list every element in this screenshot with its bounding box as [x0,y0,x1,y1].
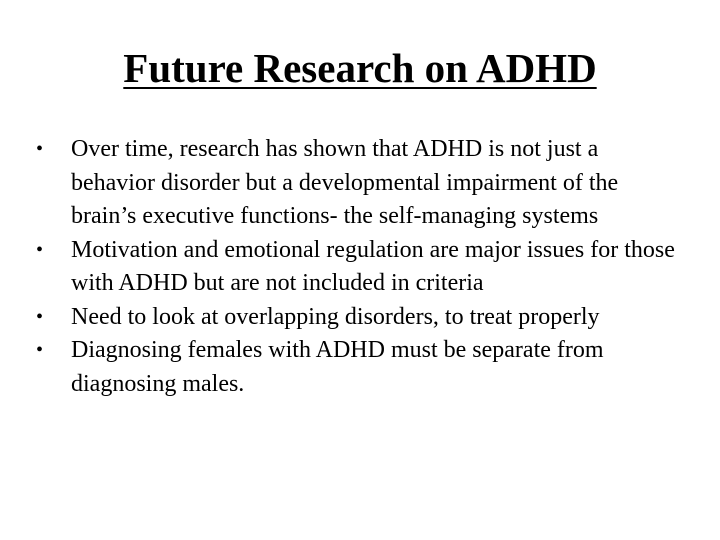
slide-title [0,42,720,94]
bullet-text: Over time, research has shown that ADHD is not just a behavior disorder but a developmental impairment of the brain’s executive functions- the self-managing systems [71,136,619,229]
bullet-item [36,234,686,301]
bullet-text: Diagnosing females with ADHD must be separate from diagnosing males. [71,337,604,397]
bullet-icon: • [36,138,44,160]
bullet-item [36,133,686,234]
bullet-text: Motivation and emotional regulation are major issues for those with ADHD but are not included in criteria [71,236,675,296]
bullet-item [36,334,686,401]
bullet-item [36,301,686,335]
bullet-icon: • [36,339,44,361]
bullet-text: Need to look at overlapping disorders, to treat properly [71,303,600,330]
bullet-icon: • [36,305,44,328]
bullet-list [36,133,686,401]
slide-title-text: Future Research on ADHD [123,45,597,91]
bullet-icon: • [36,238,44,261]
